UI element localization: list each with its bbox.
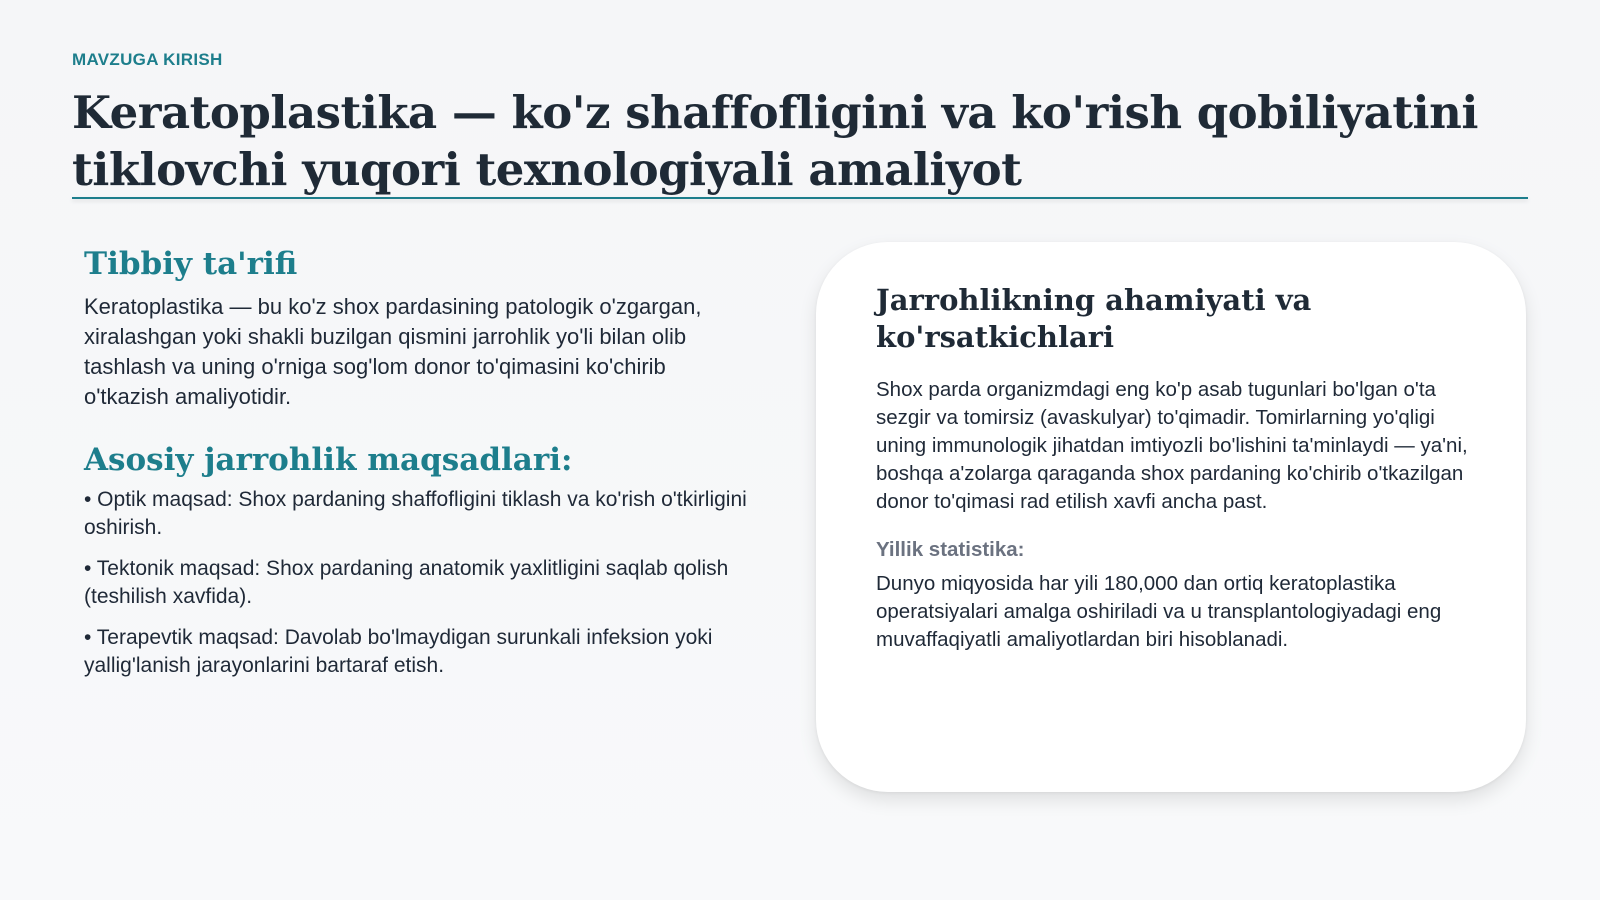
card-body-text: Shox parda organizmdagi eng ko'p asab tugunlari bo'lgan o'ta sezgir va tomirsiz (avaskulyar) to'qimadir. Tomirlarning yo'qligi uning immunologik jihatdan imtiyozli bo'lishini ta'minlaydi — ya'ni, boshqa a'zolarga qaraganda shox pardaning ko'chirib o'tkazilgan donor to'qimasi rad etilish xavfi ancha past. bbox=[876, 378, 1468, 513]
definition-heading: Tibbiy ta'rifi bbox=[84, 246, 298, 282]
goals-list bbox=[84, 486, 754, 680]
left-column bbox=[84, 244, 754, 693]
goal-item-therapeutic: • Terapevtik maqsad: Davolab bo'lmaydigan surunkali infeksion yoki yallig'lanish jarayonlarini bartaraf etish. bbox=[84, 626, 713, 677]
goal-item-optical: • Optik maqsad: Shox pardaning shaffofligini tiklash va ko'rish o'tkirligini oshirish. bbox=[84, 488, 747, 539]
goal-item-tectonic: • Tektonik maqsad: Shox pardaning anatomik yaxlitligini saqlab qolish (teshilish xavfida). bbox=[84, 557, 729, 608]
title-divider bbox=[72, 197, 1528, 199]
card-content bbox=[876, 282, 1476, 654]
importance-card bbox=[816, 242, 1526, 792]
stats-text: Dunyo miqyosida har yili 180,000 dan ortiq keratoplastika operatsiyalari amalga oshiriladi va u transplantologiyadagi eng muvaffaqiyatli amaliyotlardan biri hisoblanadi. bbox=[876, 572, 1442, 651]
stats-label: Yillik statistika: bbox=[876, 538, 1025, 561]
card-title: Jarrohlikning ahamiyati va ko'rsatkichlari bbox=[876, 283, 1312, 354]
definition-text: Keratoplastika — bu ko'z shox pardasining patologik o'zgargan, xiralashgan yoki shakli buzilgan qismini jarrohlik yo'li bilan olib tashlash va uning o'rniga sog'lom donor to'qimasini ko'chirib o'tkazish amaliyotidir. bbox=[84, 294, 702, 409]
section-eyebrow: MAVZUGA KIRISH bbox=[72, 50, 223, 69]
goals-heading: Asosiy jarrohlik maqsadlari: bbox=[84, 442, 573, 478]
page-title: Keratoplastika — ko'z shaffofligini va ko'rish qobiliyatini tiklovchi yuqori texnologiyali amaliyot bbox=[72, 86, 1478, 196]
